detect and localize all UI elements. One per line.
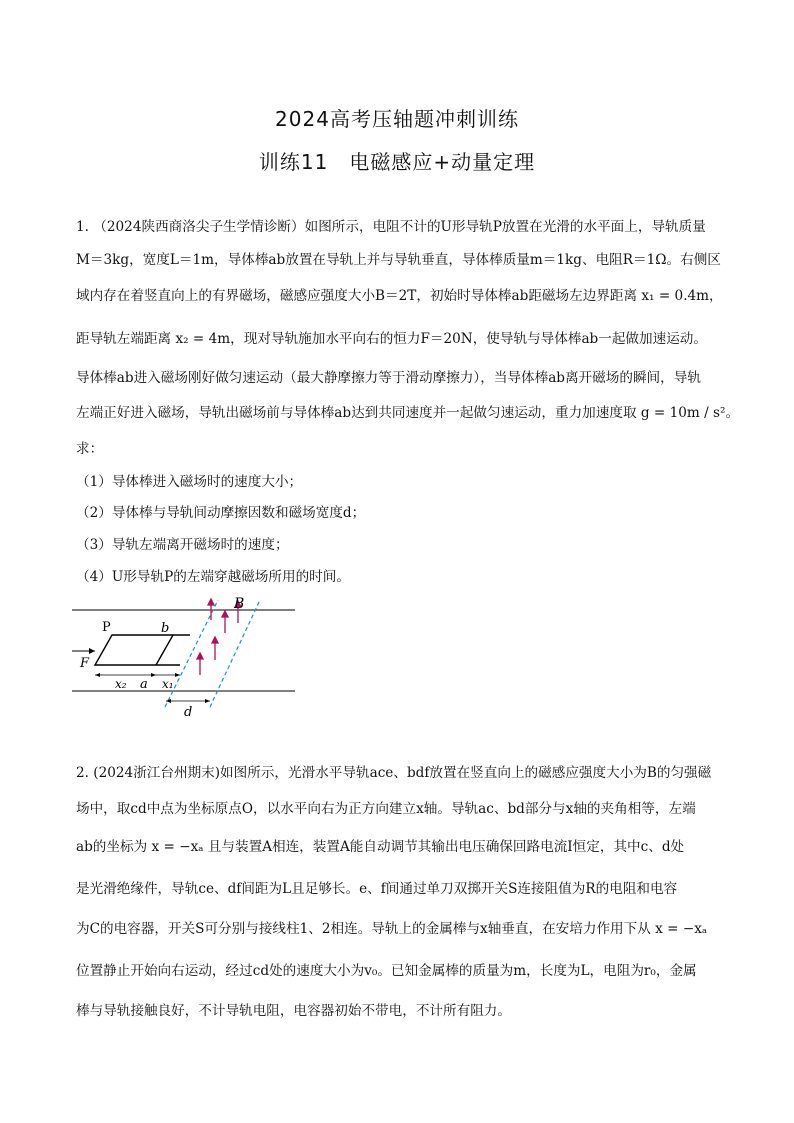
problem-2-line: 棒与导轨接触良好，不计导轨电阻，电容器初始不带电，不计所有阻力。 [76, 1003, 511, 1019]
label-x1: x₁ [162, 677, 174, 691]
problem-1-line: 求： [76, 441, 104, 457]
question-1: （1）导体棒进入磁场时的速度大小； [76, 474, 303, 490]
problem-2-line: 位置静止开始向右运动，经过cd处的速度大小为v₀。已知金属棒的质量为m，长度为L，电阻为r₀，金属 [76, 963, 697, 979]
problem-1-line: M＝3kg，宽度L＝1m，导体棒ab放置在导轨上并与导轨垂直，导体棒质量m＝1kg、电阻R＝1Ω。右侧区 [76, 252, 721, 268]
page-title: 2024高考压轴题冲刺训练 [275, 107, 519, 131]
question-4: （4）U形导轨P的左端穿越磁场所用的时间。 [76, 569, 350, 585]
problem-2-line: ab的坐标为 x = −xₐ 且与装置A相连，装置A能自动调节其输出电压确保回路电流I恒定，其中c、d处 [76, 839, 685, 855]
problem-2-line: 2. (2024浙江台州期末)如图所示，光滑水平导轨ace、bdf放置在竖直向上的磁感应强度大小为B的匀强磁 [76, 765, 712, 781]
label-d: d [184, 705, 193, 720]
problem-1-line: 域内存在着竖直向上的有界磁场，磁感应强度大小B＝2T，初始时导体棒ab距磁场左边界距离 x₁ = 0.4m， [76, 288, 723, 304]
problem-1-line: 距导轨左端距离 x₂ = 4m，现对导轨施加水平向右的恒力F＝20N，使导轨与导体棒ab一起做加速运动。 [76, 331, 707, 347]
question-3: （3）导轨左端离开磁场时的速度； [76, 537, 289, 553]
page-subtitle: 训练11 电磁感应+动量定理 [258, 150, 536, 174]
label-a: a [140, 677, 148, 692]
label-P: P [102, 620, 111, 635]
problem-2-line: 场中，取cd中点为坐标原点O，以水平向右为正方向建立x轴。导轨ac、bd部分与x轴的夹角相等，左端 [76, 801, 696, 817]
problem-1-line: 左端正好进入磁场，导轨出磁场前与导体棒ab达到共同速度并一起做匀速运动，重力加速度取 g = 10m / s²。 [76, 405, 740, 421]
question-2: （2）导体棒与导轨间动摩擦因数和磁场宽度d； [76, 505, 366, 521]
problem-2-line: 是光滑绝缘件，导轨ce、df间距为L且足够长。e、f间通过单刀双掷开关S连接阻值为R的电阻和电容 [76, 881, 678, 897]
problem-1-line: 导体棒ab进入磁场刚好做匀速运动（最大静摩擦力等于滑动摩擦力），当导体棒ab离开磁场的瞬间，导轨 [76, 370, 701, 386]
problem-2-line: 为C的电容器，开关S可分别与接线柱1、2相连。导轨上的金属棒与x轴垂直，在安培力作用下从 x = −xₐ [76, 921, 708, 937]
label-x2: x₂ [115, 677, 127, 691]
label-b: b [161, 621, 170, 636]
label-F: F [80, 656, 90, 671]
rail-magnetic-field-figure [70, 595, 305, 720]
label-B: B [234, 596, 245, 612]
problem-1-line: 1. （2024陕西商洛尖子生学情诊断）如图所示，电阻不计的U形导轨P放置在光滑的水平面上，导轨质量 [76, 219, 706, 235]
